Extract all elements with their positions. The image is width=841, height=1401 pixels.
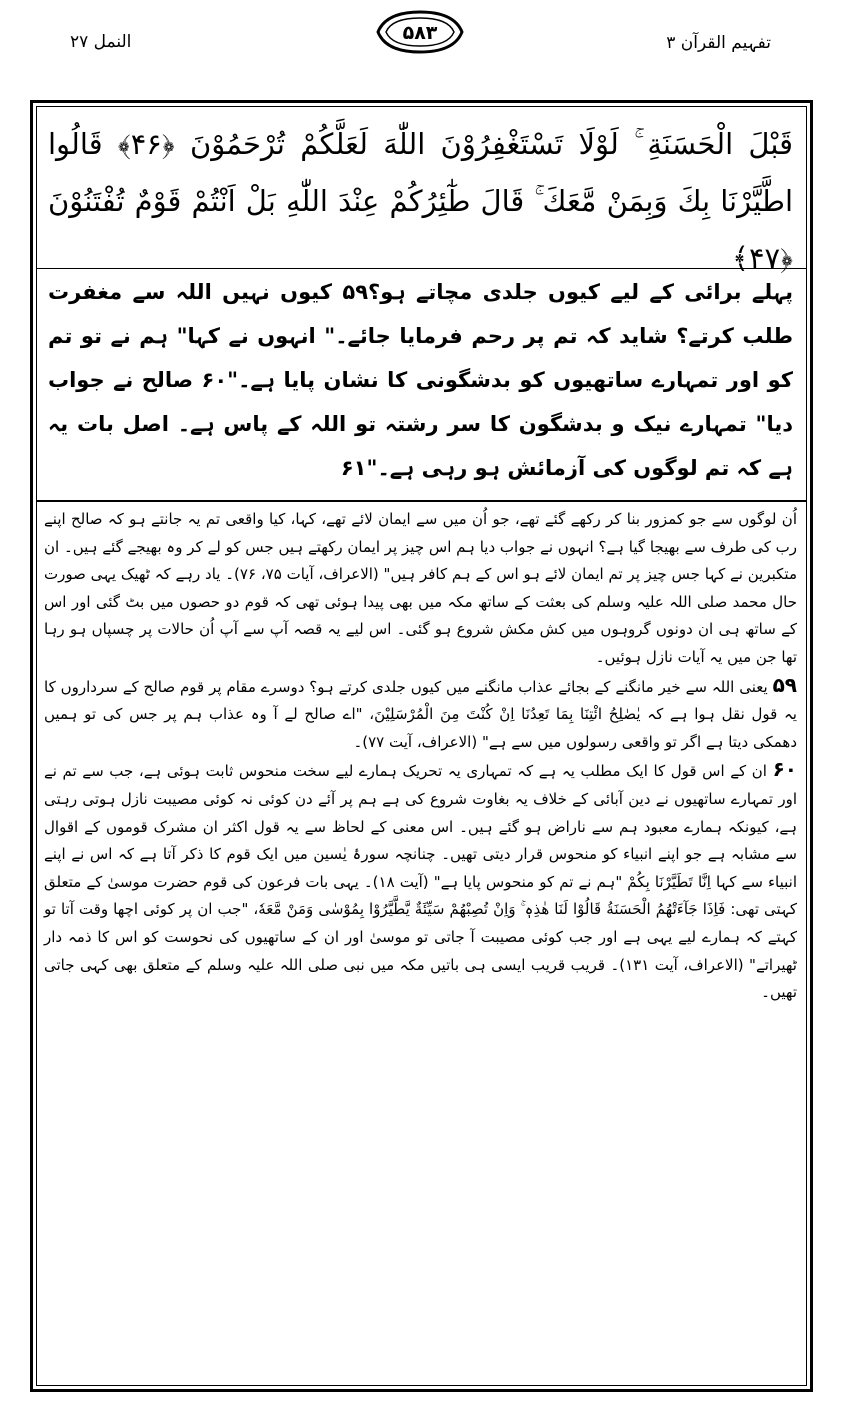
verse-divider xyxy=(36,268,807,269)
translation-divider xyxy=(36,500,807,502)
footnote-number: ۵۹ xyxy=(772,672,797,697)
footnote-text: ان کے اس قول کا ایک مطلب یہ ہے کہ تمہاری یہ تحریک ہمارے لیے سخت منحوس ثابت ہوئی ہے، جب سے تم نے اور تمہارے ساتھیوں نے دین آبائی کے خلاف یہ بغاوت شروع کی ہے ہم پر آئے دن کوئی نہ کوئی مصیبت نازل ہوتی رہتی ہے، کیونکہ ہمارے معبود ہم سے ناراض ہو گئے ہیں۔ اس معنی کے لحاظ سے یہ قول اکثر ان مشرک قوموں کے اقوال سے مشابہ ہے جو اپنے انبیاء کو منحوس قرار دیتی تھیں۔ چنانچہ سورۂ یٰسین میں ایک قوم کا ذکر آتا ہے کہ اس نے اپنے انبیاء سے کہا اِنَّا تَطَيَّرْنَا بِكُمْ "ہم نے تم کو منحوس پایا ہے" (آیت ۱۸)۔ یہی بات فرعون کی قوم حضرت موسیٰ کے متعلق کہتی تھی: فَاِذَا جَآءَتْهُمُ الْحَسَنَةُ قَالُوْا لَنَا هٰذِهٖ ۚ وَاِنْ تُصِبْهُمْ سَيِّئَةٌ يَّطَّيَّرُوْا بِمُوْسٰى وَمَنْ مَّعَهٗ، "جب ان پر کوئی اچھا وقت آتا تو کہتے کہ ہمارے لیے یہی ہے اور جب کوئی مصیبت آ جاتی تو موسیٰ اور ان کے ساتھیوں کی نحوست کو اس کا ذمہ دار ٹھیراتے" (الاعراف، آیت ۱۳۱)۔ قریب قریب ایسی ہی باتیں مکہ میں نبی صلی اللہ علیہ وسلم کے متعلق بھی کہی جاتی تھیں۔ xyxy=(44,762,797,1002)
book-title: تفہیم القرآن ۳ xyxy=(666,33,771,53)
arabic-verse: قَبْلَ الْحَسَنَةِ ۚ لَوْلَا تَسْتَغْفِرُوْنَ اللّٰهَ لَعَلَّكُمْ تُرْحَمُوْنَ ﴿۴۶﴾ قَالُوا اطَّيَّرْنَا بِكَ وَبِمَنْ مَّعَكَ ۚ قَالَ طٰٓئِرُكُمْ عِنْدَ اللّٰهِ بَلْ اَنْتُمْ قَوْمٌ تُفْتَنُوْنَ ﴿۴۷﴾ xyxy=(48,127,793,275)
urdu-translation: پہلے برائی کے لیے کیوں جلدی مچاتے ہو؟۵۹ کیوں نہیں اللہ سے مغفرت طلب کرتے؟ شاید کہ تم پر رحم فرمایا جائے۔" انہوں نے کہا" ہم نے تو تم کو اور تمہارے ساتھیوں کو بدشگونی کا نشان پایا ہے۔"۶۰ صالح نے جواب دیا" تمہارے نیک و بدشگون کا سر رشتہ تو اللہ کے پاس ہے۔ اصل بات یہ ہے کہ تم لوگوں کی آزمائش ہو رہی ہے۔"۶۱ xyxy=(48,280,793,480)
page-number-badge xyxy=(372,8,468,56)
commentary-paragraph xyxy=(44,756,797,1006)
page-header xyxy=(0,0,841,62)
commentary-paragraph: اُن لوگوں سے جو کمزور بنا کر رکھے گئے تھے، جو اُن میں سے ایمان لائے تھے، کہا، کیا واقعی تم یہ جانتے ہو کہ صالح اپنے رب کی طرف سے بھیجا گیا ہے؟ انہوں نے جواب دیا ہم اس چیز پر ایمان رکھتے ہیں جس کو لے کر وہ بھیجے گئے ہیں۔ ان متکبرین نے کہا جس چیز پر تم ایمان لائے ہو اس کے ہم کافر ہیں" (الاعراف، آیات ۷۵، ۷۶)۔ یاد رہے کہ ٹھیک یہی صورت حال محمد صلی اللہ علیہ وسلم کی بعثت کے ساتھ مکہ میں بھی پیدا ہوئی تھی کہ قوم دو حصوں میں بٹ گئی اور اس کے ساتھ ہی ان دونوں گروہوں میں کش مکش شروع ہو گئی۔ اس لیے یہ قصہ آپ سے آپ اُن حالات پر چسپاں ہو رہا تھا جن میں یہ آیات نازل ہوئیں۔ xyxy=(44,510,797,666)
commentary xyxy=(44,506,797,1376)
page-number: ۵۸۳ xyxy=(402,22,438,44)
surah-name: النمل ۲۷ xyxy=(70,32,132,52)
footnote-text: یعنی اللہ سے خیر مانگنے کے بجائے عذاب مانگنے میں کیوں جلدی کرتے ہو؟ دوسرے مقام پر قوم صالح کے سرداروں کا یہ قول نقل ہوا ہے کہ يٰصٰلِحُ ائْتِنَا بِمَا تَعِدُنَا اِنْ كُنْتَ مِنَ الْمُرْسَلِيْنَ، "اے صالح لے آ وہ عذاب ہم پر جس کی تو ہمیں دھمکی دیتا ہے اگر تو واقعی رسولوں میں سے ہے" (الاعراف، آیت ۷۷)۔ xyxy=(44,677,797,751)
footnote-number: ۶۰ xyxy=(772,757,797,782)
commentary-paragraph xyxy=(44,672,797,757)
